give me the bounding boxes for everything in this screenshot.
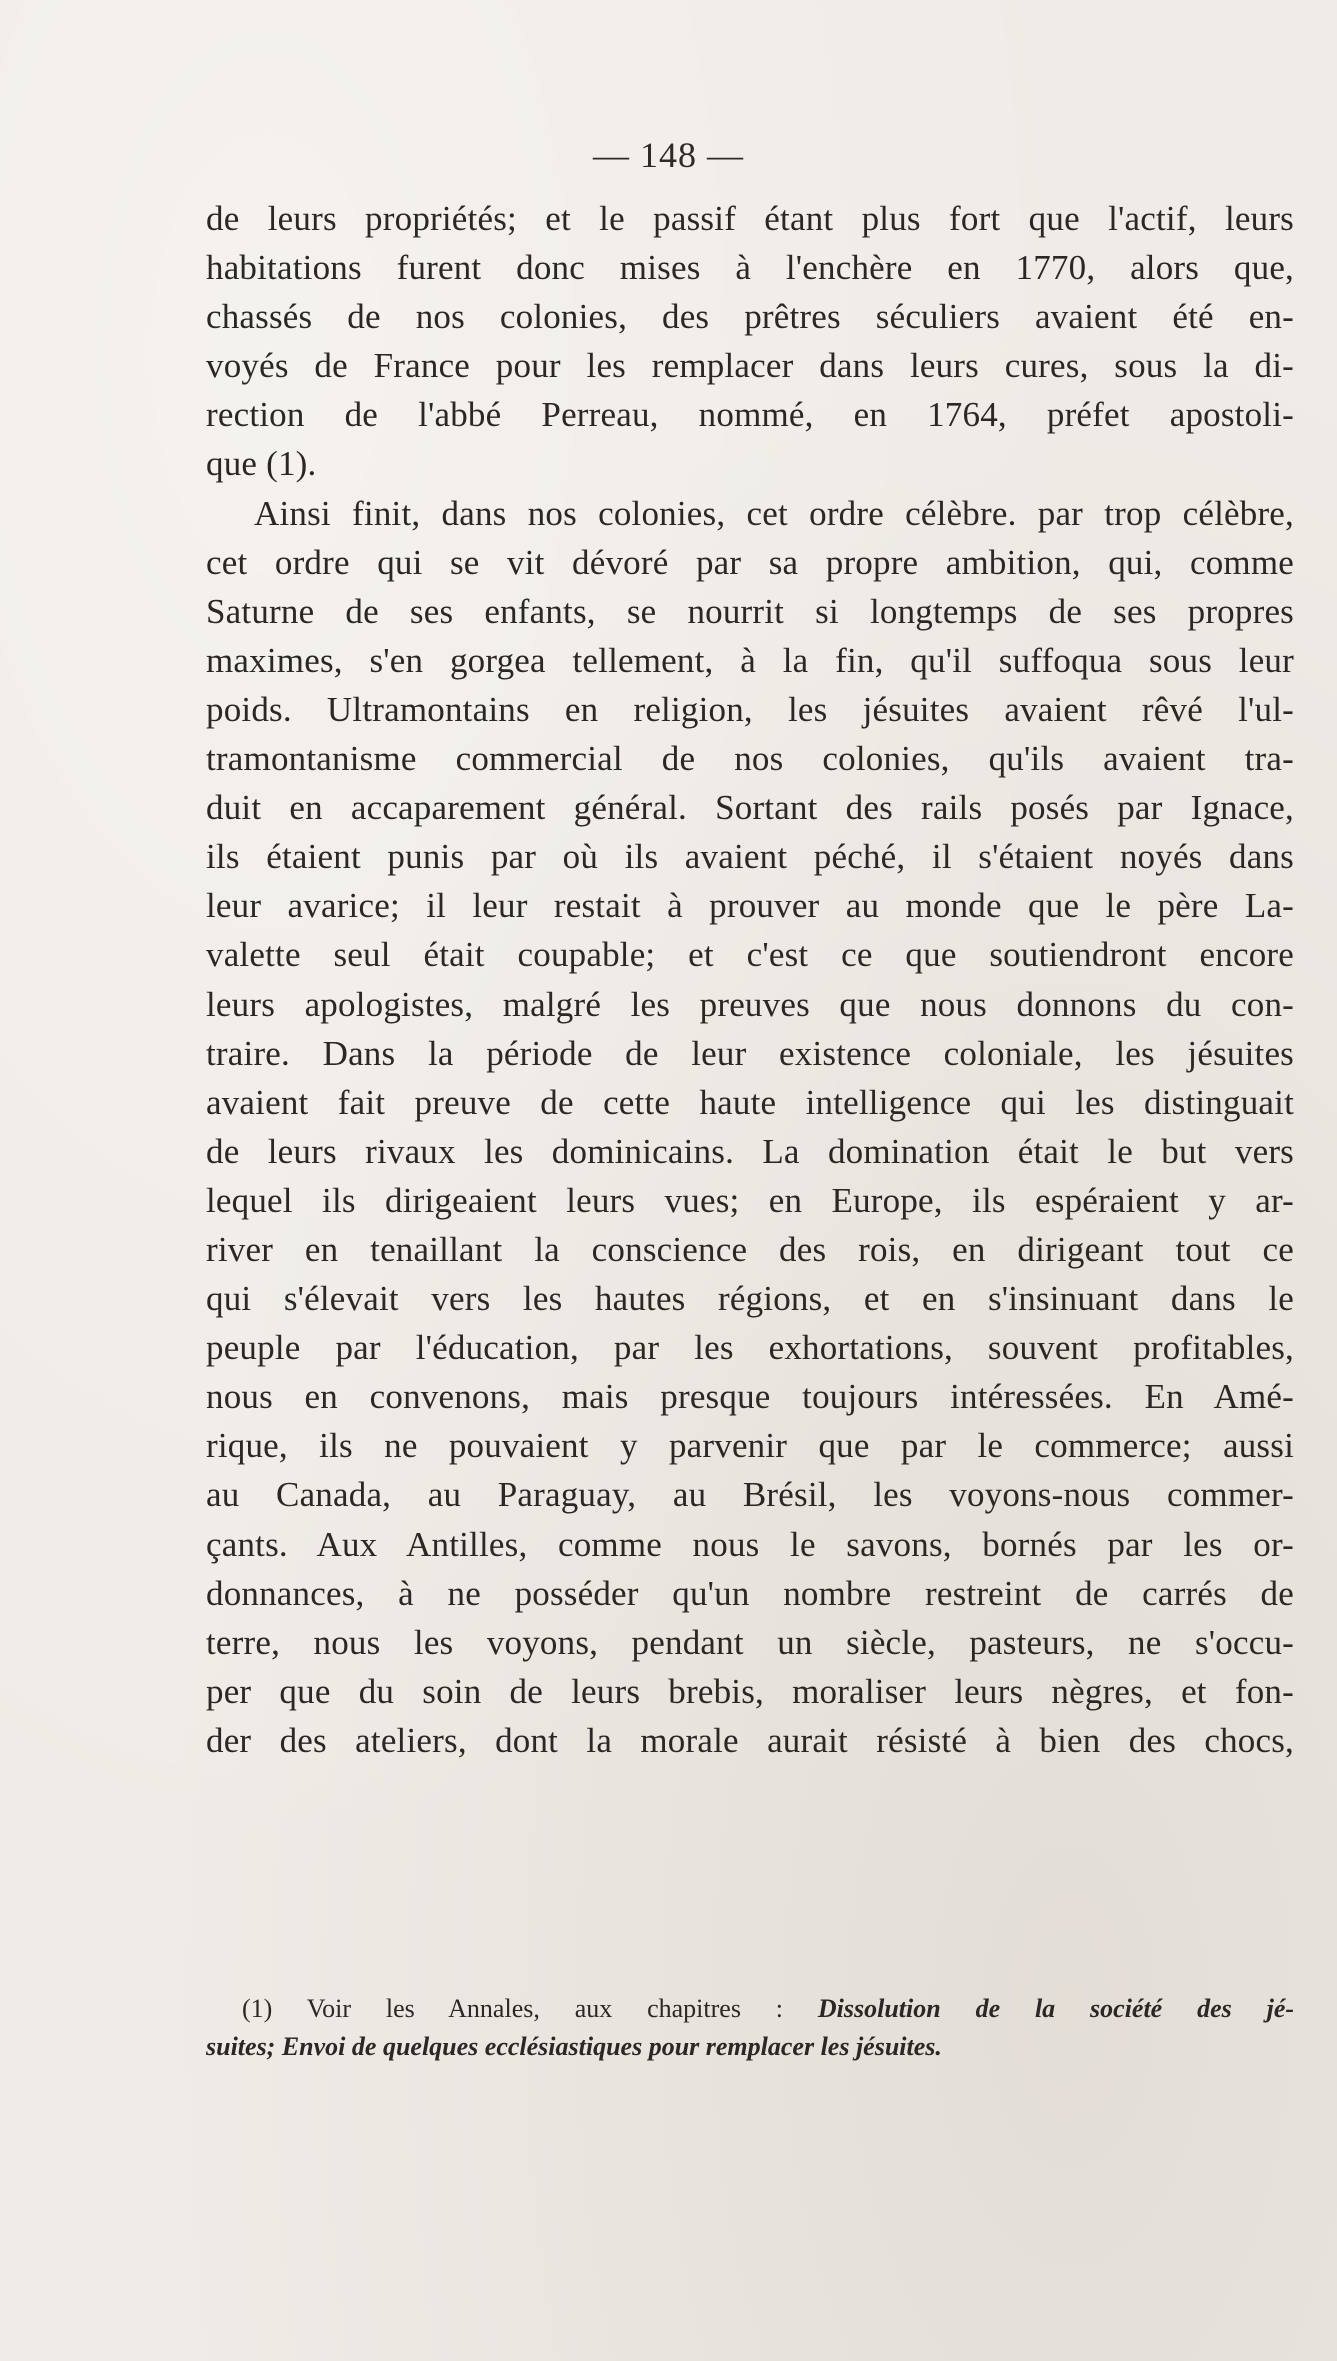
text-line: river en tenaillant la conscience des rois, en dirigeant tout ce — [206, 1229, 1294, 1269]
text-line: tramontanisme commercial de nos colonies, qu'ils avaient tra- — [206, 739, 1294, 779]
footnote-line-1 — [206, 1990, 1294, 2028]
page-number: — 148 — — [593, 135, 744, 175]
text-line: nous en convenons, mais presque toujours intéressées. En Amé- — [206, 1377, 1294, 1417]
text-line: duit en accaparement général. Sortant des rails posés par Ignace, — [206, 788, 1294, 828]
text-line: que (1). — [206, 444, 317, 484]
text-line: ils étaient punis par où ils avaient péché, il s'étaient noyés dans — [206, 837, 1294, 877]
text-line: de leurs rivaux les dominicains. La domination était le but vers — [206, 1131, 1294, 1171]
text-line: de leurs propriétés; et le passif étant plus fort que l'actif, leurs — [206, 199, 1294, 238]
text-line: poids. Ultramontains en religion, les jésuites avaient rêvé l'ul- — [206, 689, 1294, 729]
text-line: Saturne de ses enfants, se nourrit si longtemps de ses propres — [206, 591, 1294, 631]
text-line: maximes, s'en gorgea tellement, à la fin, qu'il suffoqua sous leur — [206, 640, 1294, 680]
footnote-italic-title-cont: suites; Envoi de quelques ecclésiastiques pour remplacer les jésuites. — [206, 2032, 942, 2061]
text-line: voyés de France pour les remplacer dans leurs cures, sous la di- — [206, 346, 1294, 386]
text-line: çants. Aux Antilles, comme nous le savons, bornés par les or- — [206, 1524, 1294, 1564]
footnote — [206, 1990, 1294, 2066]
text-line: per que du soin de leurs brebis, moraliser leurs nègres, et fon- — [206, 1671, 1294, 1711]
text-line: leurs apologistes, malgré les preuves que nous donnons du con- — [206, 984, 1294, 1024]
text-line: habitations furent donc mises à l'enchère en 1770, alors que, — [206, 248, 1294, 288]
text-line: rique, ils ne pouvaient y parvenir que par le commerce; aussi — [206, 1426, 1294, 1466]
text-line: au Canada, au Paraguay, au Brésil, les voyons-nous commer- — [206, 1475, 1294, 1515]
body-text — [206, 194, 1294, 1765]
text-line: qui s'élevait vers les hautes régions, et en s'insinuant dans le — [206, 1279, 1294, 1319]
text-line: leur avarice; il leur restait à prouver au monde que le père La- — [206, 886, 1294, 926]
text-line: valette seul était coupable; et c'est ce que soutiendront encore — [206, 935, 1294, 975]
text-line: der des ateliers, dont la morale aurait résisté à bien des chocs, — [206, 1720, 1294, 1760]
text-line: cet ordre qui se vit dévoré par sa propre ambition, qui, comme — [206, 542, 1294, 582]
text-line: rection de l'abbé Perreau, nommé, en 1764, préfet apostoli- — [206, 395, 1294, 435]
text-line: lequel ils dirigeaient leurs vues; en Europe, ils espéraient y ar- — [206, 1180, 1294, 1220]
text-line: traire. Dans la période de leur existence coloniale, les jésuites — [206, 1033, 1294, 1073]
text-line: Ainsi finit, dans nos colonies, cet ordre célèbre. par trop célèbre, — [254, 493, 1294, 533]
text-line: terre, nous les voyons, pendant un siècle, pasteurs, ne s'occu- — [206, 1622, 1294, 1662]
text-line: chassés de nos colonies, des prêtres séculiers avaient été en- — [206, 297, 1294, 337]
footnote-prefix: (1) Voir les Annales, aux chapitres : — [242, 1994, 818, 2023]
text-line: avaient fait preuve de cette haute intelligence qui les distinguait — [206, 1082, 1294, 1122]
text-line: peuple par l'éducation, par les exhortations, souvent profitables, — [206, 1328, 1294, 1368]
footnote-line-2 — [206, 2028, 1294, 2066]
footnote-italic-title: Dissolution de la société des jé- — [817, 1994, 1295, 2023]
text-line: donnances, à ne posséder qu'un nombre restreint de carrés de — [206, 1573, 1294, 1613]
